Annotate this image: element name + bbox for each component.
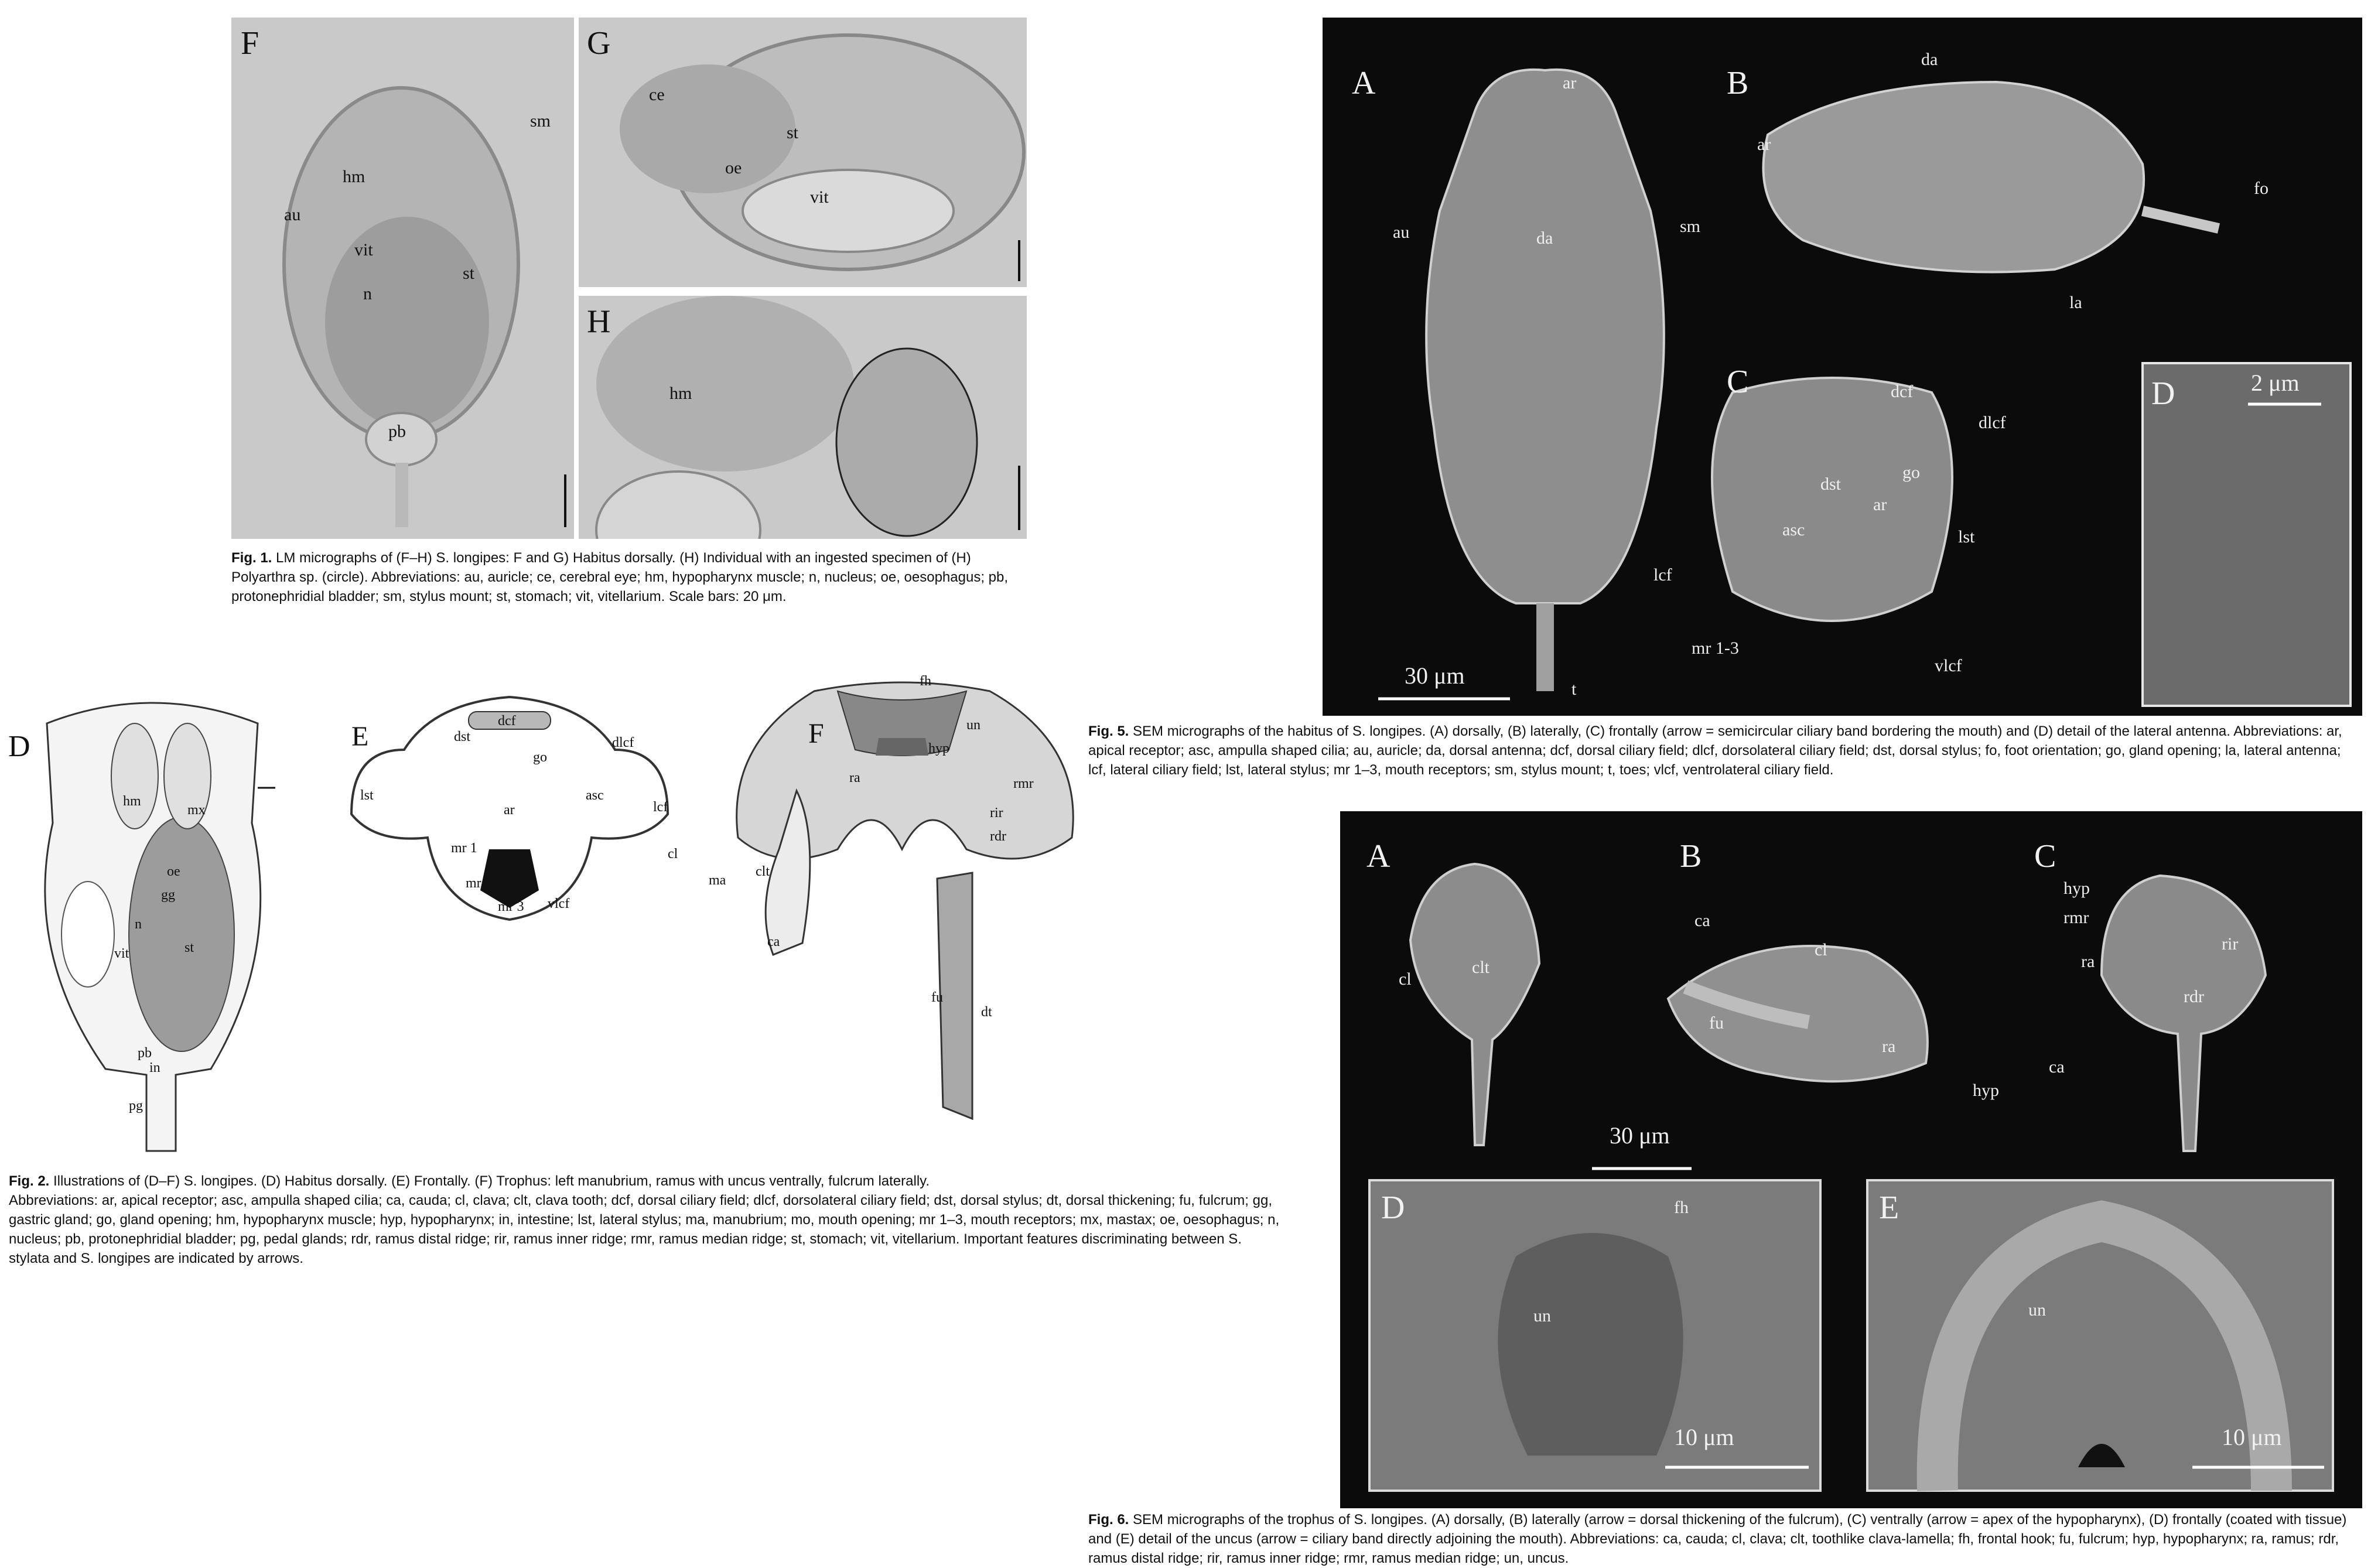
fig6-label-A: A bbox=[1366, 838, 1391, 874]
fig5-label-A: A bbox=[1352, 65, 1376, 101]
fig6-label-B: B bbox=[1680, 838, 1702, 874]
label-sm: sm bbox=[530, 111, 551, 131]
label-cl: cl bbox=[1399, 969, 1412, 989]
label-au: au bbox=[284, 205, 301, 224]
label-mr1: mr 1 bbox=[451, 841, 477, 856]
fig2-caption bbox=[9, 1171, 1286, 1268]
label-au: au bbox=[1393, 223, 1410, 242]
label-ca: ca bbox=[2049, 1057, 2065, 1077]
fig2-panel-E bbox=[316, 662, 703, 966]
label-dt: dt bbox=[981, 1005, 992, 1020]
label-mx: mx bbox=[187, 802, 206, 818]
label-ar: ar bbox=[1757, 135, 1771, 154]
label-ma: ma bbox=[709, 873, 726, 888]
fig5-label-D: D bbox=[2151, 375, 2175, 412]
label-gg: gg bbox=[161, 887, 175, 903]
label-clt: clt bbox=[1472, 958, 1489, 977]
fig6-scale-D: 10 μm bbox=[1674, 1424, 1734, 1450]
label-clt: clt bbox=[756, 864, 770, 879]
fig6-label-C: C bbox=[2034, 838, 2056, 874]
fig1-G-image bbox=[579, 18, 1027, 287]
label-st: st bbox=[463, 264, 475, 283]
label-hm: hm bbox=[123, 794, 141, 809]
fig1-caption-title: Fig. 1. bbox=[231, 550, 272, 566]
label-da: da bbox=[1921, 50, 1938, 69]
label-rdr: rdr bbox=[2184, 987, 2204, 1006]
fig2-panel-F bbox=[662, 674, 1107, 1130]
fig5-caption bbox=[1088, 722, 2359, 780]
fig1-F-image bbox=[231, 18, 574, 539]
fig2-label-E: E bbox=[351, 721, 369, 752]
label-lcf: lcf bbox=[653, 800, 668, 815]
label-ce: ce bbox=[649, 85, 665, 104]
label-dlcf: dlcf bbox=[612, 735, 634, 750]
fig1-caption-text: LM micrographs of (F–H) S. longipes: F and G) Habitus dorsally. (H) Individual with an ingested specimen of (H) Polyarthra sp. (circle). Abbreviations: au, auricle; ce, cerebral eye; hm, hypopharynx muscle; n, nucleus; oe, oesophagus; pb, protonephridial bladder; sm, stylus mount; st, stomach; vit, vitellarium. Scale bars: 20 μm. bbox=[231, 550, 1009, 604]
fig1-H-image bbox=[579, 296, 1027, 539]
fig2-caption-line2: Abbreviations: ar, apical receptor; asc, ampulla shaped cilia; ca, cauda; cl, clava; clt, clava tooth; dcf, dorsal ciliary field; dlcf, dorsolateral ciliary field; dst, dorsal stylus; dt, dorsal thickening; fu, fulcrum; gg, gastric gland; go, gland opening; hm, hypopharynx muscle; hyp, hypopharynx; in, intestine; lst, lateral stylus; ma, manubrium; mo, mouth opening; mr 1–3, mouth receptors; mx, mastax; oe, oesophagus; n, nucleus; pb, protonephridial bladder; pg, pedal glands; rdr, ramus distal ridge; rir, ramus inner ridge; rmr, ramus median ridge; st, stomach; vit, vitellarium. Important features discriminating between S. stylata and S. longipes are indicated by arrows. bbox=[9, 1193, 1280, 1266]
fig5-drawing bbox=[1323, 18, 2362, 716]
fig1-panel-F bbox=[231, 18, 574, 539]
label-vlcf: vlcf bbox=[1935, 656, 1962, 675]
fig1-panel-G bbox=[579, 18, 1027, 287]
label-asc: asc bbox=[1782, 520, 1805, 539]
label-fh: fh bbox=[1674, 1198, 1689, 1217]
label-hm: hm bbox=[669, 384, 692, 403]
fig6-caption-text: SEM micrographs of the trophus of S. longipes. (A) dorsally, (B) laterally (arrow = dorsal thickening of the fulcrum), (C) ventrally (arrow = apex of the hypopharynx), (D) frontally (coated with tissue) and (E) detail of the uncus (arrow = ciliary band directly adjoining the mouth). Abbreviations: ca, cauda; cl, clava; clt, toothlike clava-lamella; fh, frontal hook; fu, fulcrum; hyp, hypopharynx; ra, ramus; rdr, ramus distal ridge; rir, ramus inner ridge; rmr, ramus median ridge; un, uncus. bbox=[1088, 1512, 2347, 1566]
fig2-F-drawing bbox=[662, 674, 1107, 1130]
fig6-figure bbox=[1340, 811, 2362, 1508]
label-ra: ra bbox=[2081, 952, 2095, 971]
label-dst: dst bbox=[454, 729, 471, 744]
label-cl: cl bbox=[1815, 940, 1827, 959]
label-n: n bbox=[363, 284, 372, 303]
label-hm: hm bbox=[343, 167, 365, 186]
fig6-scale-E: 10 μm bbox=[2222, 1424, 2282, 1450]
label-ca: ca bbox=[1694, 911, 1710, 930]
label-st: st bbox=[185, 940, 194, 955]
label-mr2: mr 2 bbox=[466, 876, 492, 891]
label-vit: vit bbox=[810, 187, 829, 207]
label-t: t bbox=[1571, 679, 1577, 699]
fig2-caption-title: Fig. 2. bbox=[9, 1173, 50, 1189]
fig1-caption bbox=[231, 548, 1025, 606]
label-ra: ra bbox=[849, 770, 860, 785]
label-fh: fh bbox=[920, 674, 931, 689]
fig5-figure bbox=[1323, 18, 2362, 716]
label-un: un bbox=[1533, 1306, 1551, 1326]
label-vlcf: vlcf bbox=[548, 896, 570, 911]
label-n: n bbox=[135, 917, 142, 932]
label-sm: sm bbox=[1680, 217, 1701, 236]
label-cl: cl bbox=[668, 846, 678, 862]
label-vit: vit bbox=[354, 240, 373, 259]
fig6-caption bbox=[1088, 1510, 2359, 1568]
fig5-scale-A: 30 μm bbox=[1405, 662, 1465, 689]
label-ar: ar bbox=[1563, 73, 1577, 93]
fig2-D-drawing bbox=[0, 671, 305, 1163]
label-rir: rir bbox=[990, 805, 1003, 821]
fig6-drawing bbox=[1340, 811, 2362, 1508]
label-dcf: dcf bbox=[1891, 382, 1914, 401]
fig2-caption-line1: Illustrations of (D–F) S. longipes. (D) Habitus dorsally. (E) Frontally. (F) Trophus: left manubrium, ramus with uncus ventrally, fulcrum laterally. bbox=[53, 1173, 930, 1189]
label-ar: ar bbox=[504, 802, 515, 818]
label-fu: fu bbox=[931, 990, 943, 1005]
fig2-panel-D bbox=[0, 671, 305, 1163]
fig5-label-C: C bbox=[1727, 364, 1749, 400]
label-oe: oe bbox=[167, 864, 180, 879]
label-ca: ca bbox=[767, 934, 780, 949]
fig5-label-B: B bbox=[1727, 65, 1749, 101]
fig1-label-H: H bbox=[587, 303, 611, 340]
label-hyp: hyp bbox=[1973, 1081, 1999, 1100]
label-asc: asc bbox=[586, 788, 604, 803]
fig5-caption-title: Fig. 5. bbox=[1088, 723, 1129, 739]
label-in: in bbox=[149, 1060, 160, 1075]
label-mr-1-3: mr 1-3 bbox=[1692, 638, 1739, 658]
label-hyp: hyp bbox=[928, 741, 949, 756]
fig5-caption-text: SEM micrographs of the habitus of S. longipes. (A) dorsally, (B) laterally, (C) frontally (arrow = semicircular ciliary band bordering the mouth) and (D) detail of the lateral antenna. Abbreviations: ar, apical receptor; asc, ampulla shaped cilia; au, auricle; da, dorsal antenna; dcf, dorsal ciliary field; dlcf, dorsolateral ciliary field; dst, dorsal stylus; fo, foot orientation; go, gland opening; la, lateral antenna; lcf, lateral ciliary field; lst, lateral stylus; mr 1–3, mouth receptors; sm, stylus mount; t, toes; vlcf, ventrolateral ciliary field. bbox=[1088, 723, 2342, 778]
label-ar: ar bbox=[1873, 495, 1887, 514]
label-un: un bbox=[2028, 1300, 2046, 1320]
label-lcf: lcf bbox=[1653, 565, 1672, 585]
fig6-label-E: E bbox=[1879, 1190, 1899, 1226]
fig1-label-G: G bbox=[587, 25, 611, 62]
label-go: go bbox=[1902, 463, 1920, 482]
label-rmr: rmr bbox=[1013, 776, 1034, 791]
label-pg: pg bbox=[129, 1098, 143, 1113]
label-fo: fo bbox=[2254, 179, 2268, 198]
fig6-scale-AC: 30 μm bbox=[1610, 1122, 1670, 1149]
label-dcf: dcf bbox=[498, 713, 516, 729]
label-rdr: rdr bbox=[990, 829, 1006, 844]
label-lst: lst bbox=[1958, 527, 1975, 546]
label-dst: dst bbox=[1820, 474, 1842, 494]
label-mr3: mr 3 bbox=[498, 899, 524, 914]
fig5-scale-D: 2 μm bbox=[2251, 370, 2300, 396]
fig1-panel-H bbox=[579, 296, 1027, 539]
label-go: go bbox=[533, 750, 547, 765]
label-da: da bbox=[1536, 228, 1553, 248]
label-rmr: rmr bbox=[2063, 908, 2089, 927]
fig6-label-D: D bbox=[1381, 1190, 1405, 1226]
label-vit: vit bbox=[114, 946, 129, 961]
label-fu: fu bbox=[1709, 1013, 1724, 1033]
label-st: st bbox=[787, 123, 799, 142]
label-dlcf: dlcf bbox=[1979, 413, 2006, 432]
fig2-label-D: D bbox=[8, 730, 30, 763]
fig6-caption-title: Fig. 6. bbox=[1088, 1512, 1129, 1528]
label-oe: oe bbox=[725, 158, 742, 177]
label-pb: pb bbox=[388, 422, 406, 441]
label-rir: rir bbox=[2222, 934, 2239, 954]
label-la: la bbox=[2069, 293, 2082, 312]
fig1-label-F: F bbox=[241, 25, 259, 62]
label-lst: lst bbox=[360, 788, 374, 803]
fig2-label-F: F bbox=[808, 718, 824, 749]
label-un: un bbox=[966, 718, 980, 733]
label-hyp: hyp bbox=[2063, 879, 2090, 898]
label-pb: pb bbox=[138, 1046, 152, 1061]
label-ra: ra bbox=[1882, 1037, 1896, 1056]
